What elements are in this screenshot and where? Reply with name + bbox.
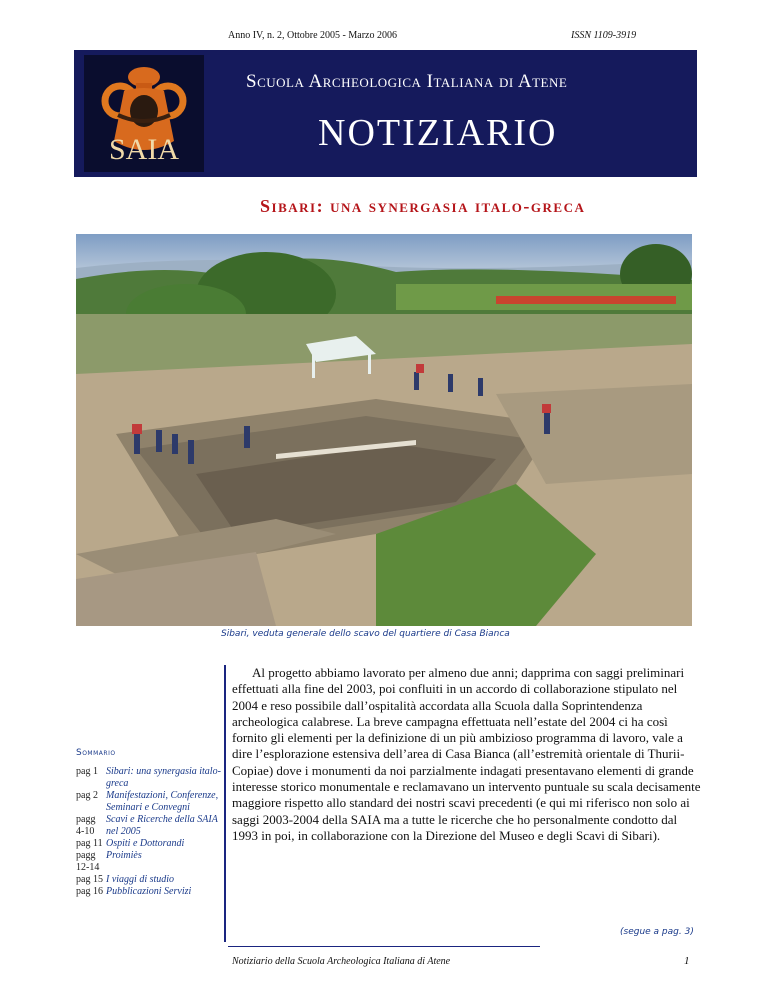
summary-title: Sommario [76, 748, 116, 758]
page-number: 1 [684, 955, 690, 967]
saia-logo [84, 55, 204, 172]
excavation-photo [76, 234, 692, 626]
summary-item[interactable] [76, 814, 221, 838]
article-headline: Sibari: una synergasia italo-greca [260, 196, 586, 216]
summary-item[interactable] [76, 790, 221, 814]
issue-info: Anno IV, n. 2, Ottobre 2005 - Marzo 2006 [228, 30, 397, 41]
article-paragraph: Al progetto abbiamo lavorato per almeno due anni; dapprima con saggi preliminari effettuati alla fine del 2003, poi confluiti in un accordo di collaborazione stipulato nel 2004 e reso possibile dall’ospitalità accordata alla Scuola dalla Soprintendenza archeologica calabrese. La breve campagna effettuata nell’estate del 2004 ci ha così fornito gli elementi per la definizione di un più ambizioso programma di lavoro, vale a dire l’esplorazione estensiva dell’area di Casa Bianca (all’estremità orientale di Thurii-Copiae) dove i monumenti da noi parzialmente indagati presentavano elementi di grande interesse storico monumentale e reclamavano un intervento puntuale su scala decisamente maggiore rispetto allo standard dei nostri scavi precedenti (e qui mi riferisco non solo ai saggi 2003-2004 della SAIA ma a tutte le ricerche che ho personalmente condotto dal 1993 in poi, in collaborazione con la Direzione del Museo e degli Scavi di Sibari). [232, 665, 701, 843]
summary-label: Proimiès [106, 850, 142, 861]
footer-title: Notiziario della Scuola Archeologica Italiana di Atene [232, 956, 451, 967]
summary-item[interactable] [76, 886, 221, 898]
summary-page: pag 1 [76, 766, 98, 777]
footer-rule [228, 946, 540, 947]
article-body [232, 665, 702, 844]
continue-note[interactable]: (segue a pag. 3) [620, 927, 694, 937]
photo-caption: Sibari, veduta generale dello scavo del quartiere di Casa Bianca [221, 629, 510, 639]
summary-label: Scavi e Ricerche della SAIA nel 2005 [106, 814, 218, 837]
newsletter-title: NOTIZIARIO [318, 112, 558, 154]
summary-page: pag 11 [76, 838, 103, 849]
summary-label: Manifestazioni, Conferenze, Seminari e Convegni [106, 790, 219, 813]
column-divider [224, 665, 226, 942]
school-name: Scuola Archeologica Italiana di Atene [246, 71, 568, 92]
summary-page: pagg 4-10 [76, 814, 96, 837]
amphora-logo-icon [84, 55, 204, 172]
summary-page: pag 16 [76, 886, 103, 897]
summary-item[interactable] [76, 838, 221, 850]
excavation-site-photo [76, 234, 692, 626]
summary-page: pag 15 [76, 874, 103, 885]
summary-item[interactable] [76, 850, 221, 874]
summary-page: pagg 12-14 [76, 850, 100, 873]
svg-text:SAIA: SAIA [108, 133, 180, 166]
issn: ISSN 1109-3919 [571, 30, 637, 41]
summary-item[interactable] [76, 874, 221, 886]
summary-label: Ospiti e Dottorandi [106, 838, 185, 849]
summary-page: pag 2 [76, 790, 98, 801]
summary-item[interactable] [76, 766, 221, 790]
summary-list [76, 766, 221, 898]
summary-label: I viaggi di studio [106, 874, 175, 885]
summary-label: Sibari: una synergasia italo-greca [106, 766, 221, 789]
summary-label: Pubblicazioni Servizi [106, 886, 192, 897]
